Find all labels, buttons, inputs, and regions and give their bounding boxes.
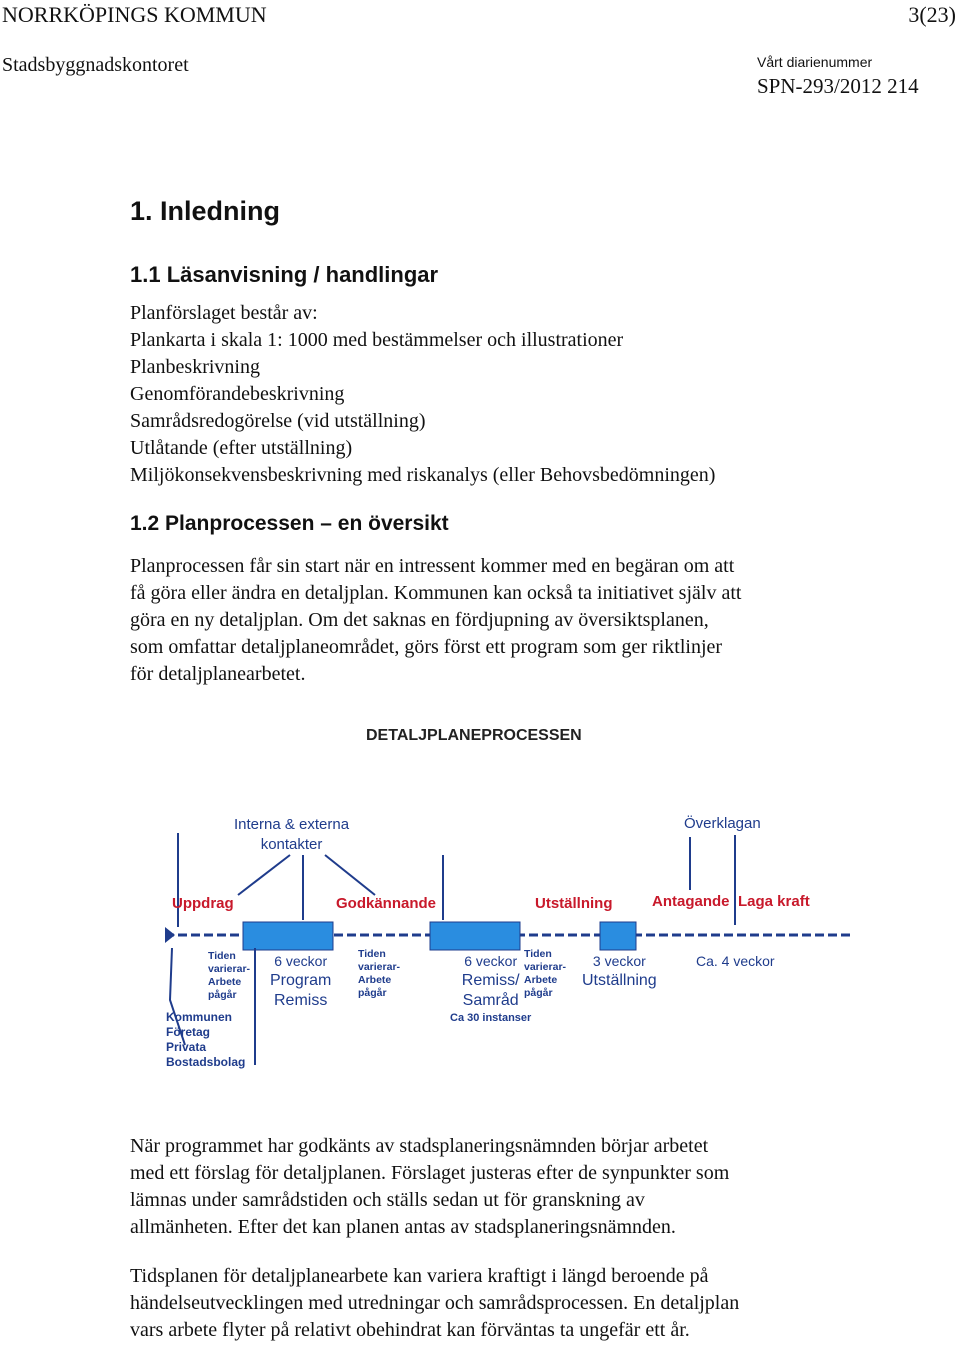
phase-1-duration: 6 veckor xyxy=(274,953,328,969)
phase-box-samrad xyxy=(430,922,520,950)
header-registration-label: Vårt diarienummer xyxy=(757,54,873,70)
document-list xyxy=(130,300,715,489)
phase-1-sub: Remiss xyxy=(274,992,328,1009)
stage-utstallning: Utställning xyxy=(535,895,613,912)
contact-arrow xyxy=(325,855,375,895)
time-note-line: varierar- xyxy=(358,961,401,973)
phase-2-label xyxy=(450,951,531,1025)
phase-box-utstallning xyxy=(600,922,636,950)
phase-1-label xyxy=(270,951,331,1011)
paragraph-line: göra en ny detaljplan. Om det saknas en fördjupning av översiktsplanen, xyxy=(130,609,709,631)
phase-3-label xyxy=(582,951,657,991)
phase-4-label: Ca. 4 veckor xyxy=(696,953,775,969)
initiator-item: Bostadsbolag xyxy=(166,1055,246,1069)
process-diagram xyxy=(130,715,860,1095)
phase-2-duration: 6 veckor xyxy=(464,953,518,969)
section-1-1-title: 1.1 Läsanvisning / handlingar xyxy=(130,262,439,287)
time-note-line: Tiden xyxy=(524,948,552,960)
paragraph-intro xyxy=(130,553,741,688)
list-item: Planbeskrivning xyxy=(130,356,260,378)
list-item: Samrådsredogörelse (vid utställning) xyxy=(130,410,426,432)
list-item: Genomförandebeskrivning xyxy=(130,383,345,405)
appeal-label: Överklagan xyxy=(684,815,761,832)
phase-1-name: Program xyxy=(270,972,332,989)
time-note-1 xyxy=(208,950,250,1002)
time-note-line: pågår xyxy=(358,987,387,999)
time-note-line: Arbete xyxy=(208,976,242,988)
section-1-2-title: 1.2 Planprocessen – en översikt xyxy=(130,512,449,535)
initiator-item: Privata xyxy=(166,1040,207,1054)
paragraph-line: allmänheten. Efter det kan planen antas av stadsplaneringsnämnden. xyxy=(130,1216,676,1238)
diagram-title: DETALJPLANEPROCESSEN xyxy=(366,727,582,744)
paragraph-line: med ett förslag för detaljplanen. Förslaget justeras efter de synpunkter som xyxy=(130,1162,730,1184)
paragraph-line: för detaljplanearbetet. xyxy=(130,663,306,685)
time-note-line: Arbete xyxy=(524,974,558,986)
header-org: NORRKÖPINGS KOMMUN xyxy=(2,2,267,27)
list-item: Miljökonsekvensbeskrivning med riskanalys (eller Behovsbedömningen) xyxy=(130,464,716,486)
list-item: Utlåtande (efter utställning) xyxy=(130,437,353,459)
contacts-line: kontakter xyxy=(260,836,323,853)
stage-uppdrag: Uppdrag xyxy=(172,895,234,912)
phase-2-note: Ca 30 instanser xyxy=(450,1012,532,1024)
paragraph-line: vars arbete flyter på relativt obehindrat kan förväntas ta ungefär ett år. xyxy=(130,1319,690,1341)
initiators-list xyxy=(166,1010,245,1070)
paragraph-line: få göra eller ändra en detaljplan. Kommunen kan också ta initiativet själv att xyxy=(130,582,742,604)
paragraph-process xyxy=(130,1133,729,1241)
paragraph-line: händelseutvecklingen med utredningar och samrådsprocessen. En detaljplan xyxy=(130,1292,740,1314)
paragraph-line: När programmet har godkänts av stadsplaneringsnämnden börjar arbetet xyxy=(130,1135,709,1157)
contacts-line: Interna & externa xyxy=(234,816,350,833)
paragraph-line: lämnas under samrådstiden och ställs sedan ut för granskning av xyxy=(130,1189,645,1211)
time-note-line: Tiden xyxy=(358,948,386,960)
initiator-item: Företag xyxy=(166,1025,211,1039)
header-page-number: 3(23) xyxy=(908,2,956,27)
paragraph-timeline xyxy=(130,1263,739,1344)
time-note-line: Arbete xyxy=(358,974,392,986)
contacts-label xyxy=(234,815,349,855)
time-note-2 xyxy=(358,948,400,1000)
phase-2-sub: Samråd xyxy=(462,992,519,1009)
phase-3-name: Utställning xyxy=(582,972,657,989)
section-1-title: 1. Inledning xyxy=(130,196,281,226)
phase-box-program xyxy=(243,922,333,950)
stage-laga-kraft: Laga kraft xyxy=(738,893,810,910)
timeline-arrowhead xyxy=(165,927,175,943)
header-office: Stadsbyggnadskontoret xyxy=(2,54,189,76)
contact-arrow xyxy=(238,855,290,895)
time-note-line: varierar- xyxy=(524,961,567,973)
stage-godkannande: Godkännande xyxy=(336,895,437,912)
list-item: Plankarta i skala 1: 1000 med bestämmelser och illustrationer xyxy=(130,329,624,351)
time-note-line: pågår xyxy=(524,987,553,999)
time-note-line: Tiden xyxy=(208,950,236,962)
header-registration-number: SPN-293/2012 214 xyxy=(757,74,919,98)
time-note-line: varierar- xyxy=(208,963,251,975)
list-item: Planförslaget består av: xyxy=(130,302,318,324)
paragraph-line: Tidsplanen för detaljplanearbete kan variera kraftigt i längd beroende på xyxy=(130,1265,709,1287)
paragraph-line: Planprocessen får sin start när en intressent kommer med en begäran om att xyxy=(130,555,735,577)
initiator-item: Kommunen xyxy=(166,1010,232,1024)
phase-2-name: Remiss/ xyxy=(461,972,520,989)
stage-antagande: Antagande xyxy=(652,893,730,910)
time-note-line: pågår xyxy=(208,989,237,1001)
phase-3-duration: 3 veckor xyxy=(592,953,646,969)
paragraph-line: som omfattar detaljplaneområdet, görs först ett program som ger riktlinjer xyxy=(130,636,723,658)
